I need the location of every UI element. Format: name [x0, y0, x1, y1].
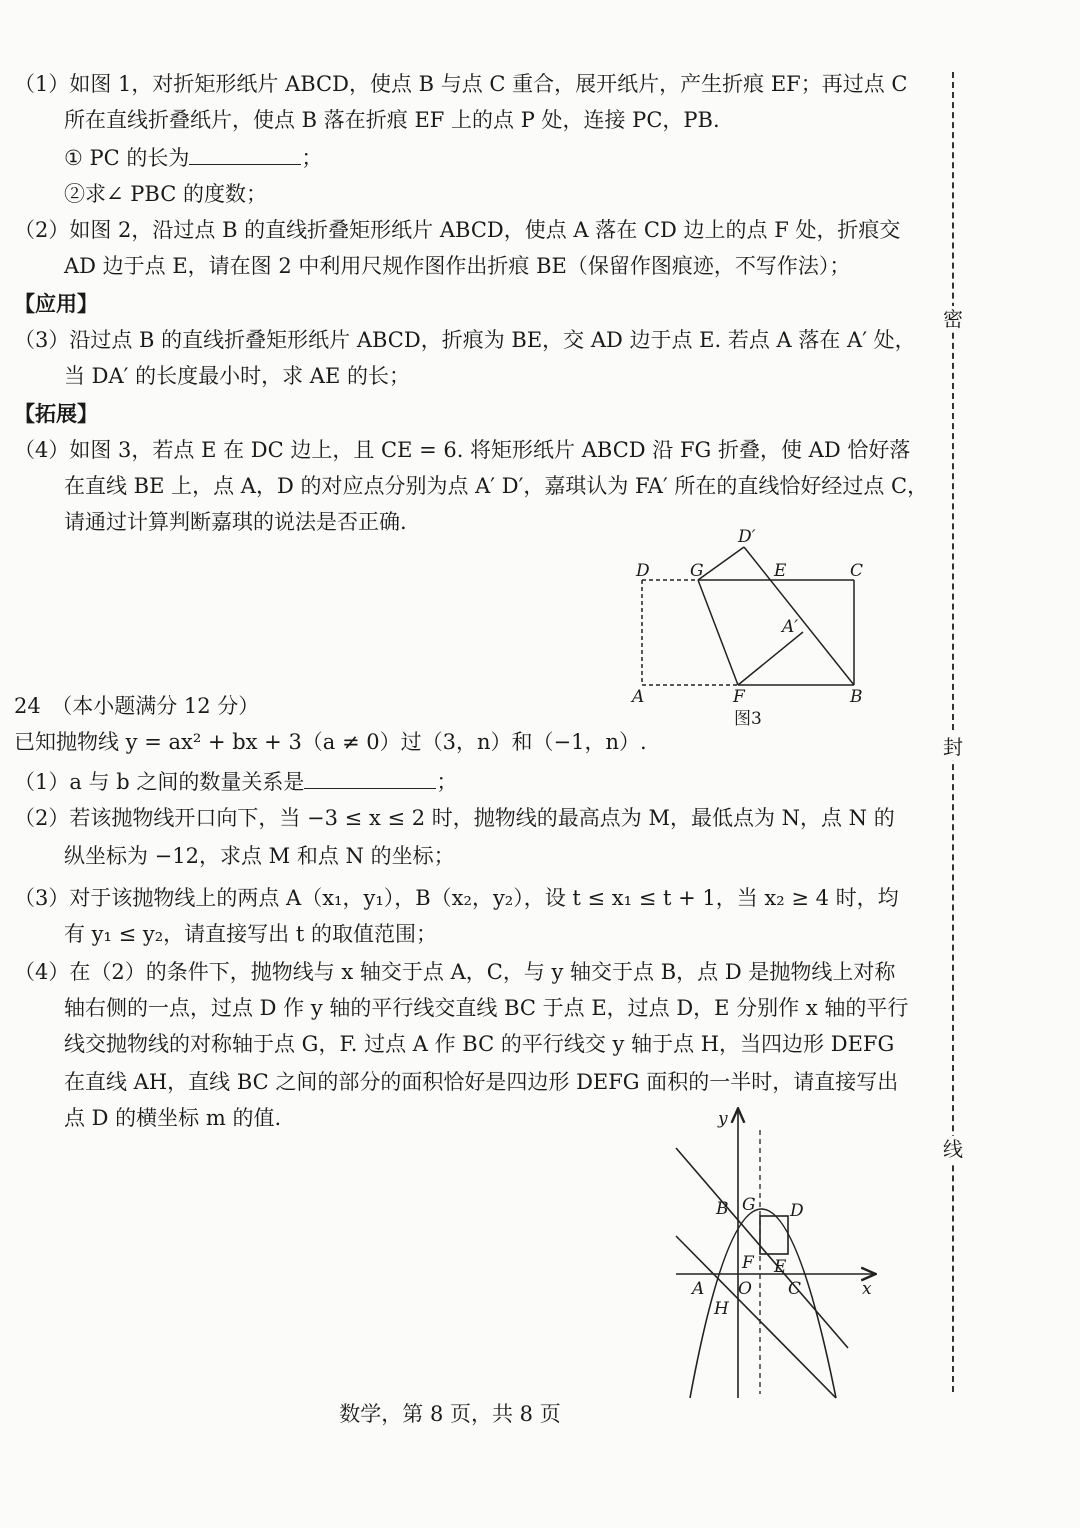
q24-part2-line2: 纵坐标为 −12，求点 M 和点 N 的坐标；	[64, 844, 455, 868]
q23-part1-sub1	[64, 144, 322, 172]
graph-label-f: F	[742, 1253, 754, 1273]
answer-blank[interactable]	[189, 144, 301, 165]
q23-part1-sub2: ②求∠ PBC 的度数；	[64, 182, 267, 206]
q23-part1-sub1-end: ；	[301, 146, 323, 170]
line-ah	[676, 1236, 836, 1398]
quadrilateral-defg	[760, 1216, 788, 1254]
parabola-curve	[690, 1209, 836, 1398]
edge-fa-prime	[738, 632, 803, 685]
q24-part1-end: ；	[436, 770, 458, 794]
fig3-label-g: G	[690, 561, 704, 581]
q24-part1	[14, 768, 457, 796]
graph-label-c: C	[788, 1279, 802, 1299]
binding-char-mi: 密	[940, 306, 966, 332]
answer-blank[interactable]	[304, 768, 436, 789]
graph-label-b: B	[716, 1199, 729, 1219]
q23-part4-line3: 请通过计算判断嘉琪的说法是否正确.	[64, 510, 407, 534]
q24-part4-line1: （4）在（2）的条件下，抛物线与 x 轴交于点 A，C，与 y 轴交于点 B，点 D 是抛物线上对称	[14, 960, 896, 984]
fig3-label-d-prime: D′	[738, 527, 756, 547]
fig3-label-b: B	[850, 687, 863, 707]
q24-part4-line2: 轴右侧的一点，过点 D 作 y 轴的平行线交直线 BC 于点 E，过点 D，E 分别作 x 轴的平行	[64, 996, 909, 1020]
graph-label-x: x	[862, 1279, 872, 1299]
fig3-label-c: C	[850, 561, 864, 581]
fig3-caption: 图3	[734, 709, 762, 729]
graph-label-a: A	[692, 1279, 705, 1299]
fig3-label-a: A	[632, 687, 645, 707]
q23-part2-line2: AD 边于点 E，请在图 2 中利用尺规作图作出折痕 BE（保留作图痕迹，不写作法）；	[64, 254, 851, 278]
q24-part2-line1: （2）若该抛物线开口向下，当 −3 ≤ x ≤ 2 时，抛物线的最高点为 M，最低点为 N，点 N 的	[14, 806, 895, 830]
graph-label-g: G	[742, 1195, 756, 1215]
line-be	[744, 547, 854, 685]
apply-heading: 【应用】	[14, 291, 98, 316]
q23-part3-line1: （3）沿过点 B 的直线折叠矩形纸片 ABCD，折痕为 BE，交 AD 边于点 E. 若点 A 落在 A′ 处，	[14, 328, 916, 352]
q23-part1-sub1-text: ① PC 的长为	[64, 146, 190, 170]
graph-label-e: E	[774, 1257, 787, 1277]
q24-stem: 已知抛物线 y = ax² + bx + 3（a ≠ 0）过（3，n）和（−1，n）.	[14, 730, 647, 754]
extend-heading: 【拓展】	[14, 401, 98, 426]
graph-label-h: H	[714, 1299, 729, 1319]
q23-part4-line2: 在直线 BE 上，点 A，D 的对应点分别为点 A′ D′，嘉琪认为 FA′ 所在的直线恰好经过点 C，	[64, 474, 929, 498]
q24-part4-line3: 线交抛物线的对称轴于点 G，F. 过点 A 作 BC 的平行线交 y 轴于点 H，当四边形 DEFG	[64, 1032, 895, 1056]
q24-part3-line1: （3）对于该抛物线上的两点 A（x₁，y₁），B（x₂，y₂），设 t ≤ x₁ ≤ t + 1，当 x₂ ≥ 4 时，均	[14, 886, 899, 910]
edge-gd-prime	[698, 547, 744, 580]
q24-part4-line4: 在直线 AH，直线 BC 之间的部分的面积恰好是四边形 DEFG 面积的一半时，请直接写出	[64, 1070, 899, 1094]
q23-part1-line2: 所在直线折叠纸片，使点 B 落在折痕 EF 上的点 P 处，连接 PC，PB.	[64, 108, 720, 132]
binding-char-xian: 线	[940, 1136, 966, 1162]
q24-part4-line5: 点 D 的横坐标 m 的值.	[64, 1106, 282, 1130]
q23-part2-line1: （2）如图 2，沿过点 B 的直线折叠矩形纸片 ABCD，使点 A 落在 CD 边上的点 F 处，折痕交	[14, 218, 901, 242]
graph-label-o: O	[738, 1279, 752, 1299]
binding-dashed-line	[952, 72, 954, 1392]
q23-part4-line1: （4）如图 3，若点 E 在 DC 边上，且 CE = 6. 将矩形纸片 ABCD 沿 FG 折叠，使 AD 恰好落	[14, 438, 911, 462]
fig3-label-f: F	[733, 687, 745, 707]
q24-header: 24 （本小题满分 12 分）	[14, 694, 260, 718]
graph-label-y: y	[718, 1109, 728, 1129]
fig3-label-a-prime: A′	[782, 617, 799, 637]
fold-line-fg	[698, 580, 738, 685]
q24-part3-line2: 有 y₁ ≤ y₂，请直接写出 t 的取值范围；	[64, 922, 437, 946]
q23-part1-line1: （1）如图 1，对折矩形纸片 ABCD，使点 B 与点 C 重合，展开纸片，产生折痕 EF；再过点 C	[14, 72, 908, 96]
figure-3	[620, 520, 880, 732]
graph-label-d: D	[790, 1201, 804, 1221]
line-bc	[676, 1148, 848, 1348]
parabola-graph	[664, 1100, 884, 1400]
q24-part1-text: （1）a 与 b 之间的数量关系是	[14, 770, 305, 794]
fig3-label-e: E	[774, 561, 787, 581]
fig3-label-d: D	[636, 561, 650, 581]
page-footer: 数学，第 8 页，共 8 页	[339, 1402, 561, 1426]
q23-part3-line2: 当 DA′ 的长度最小时，求 AE 的长；	[64, 364, 410, 388]
binding-char-feng: 封	[940, 734, 966, 760]
